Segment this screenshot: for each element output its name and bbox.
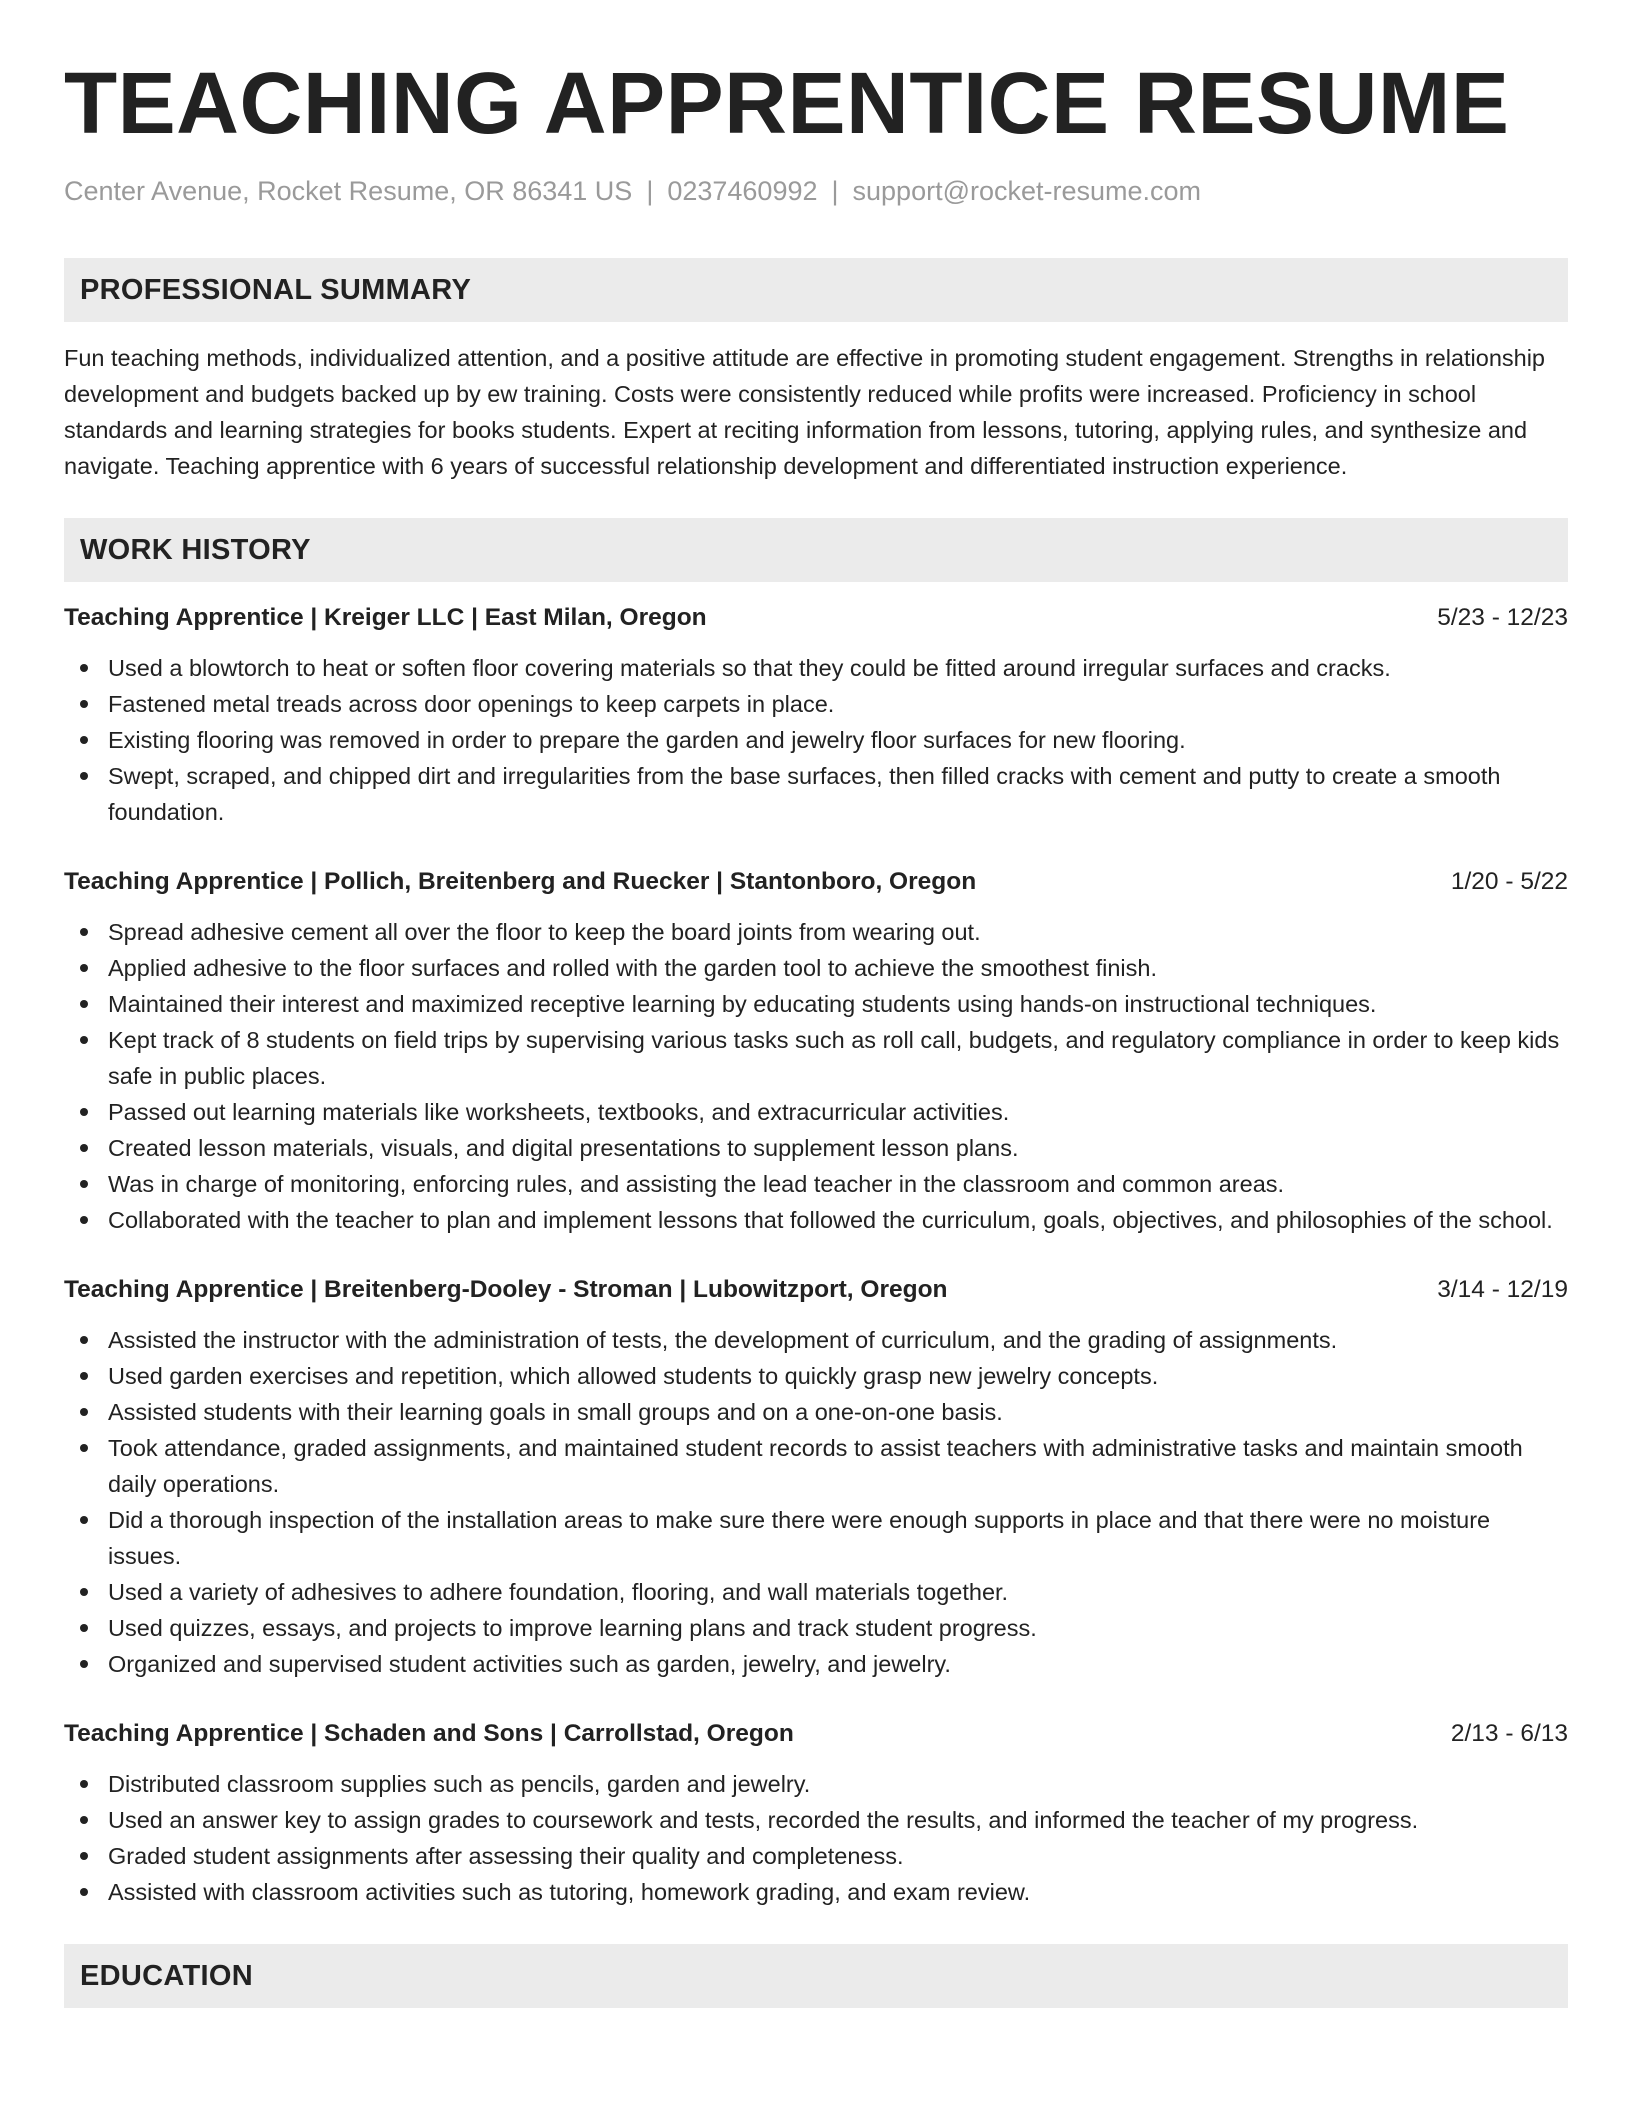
job-bullet: Maintained their interest and maximized receptive learning by educating students using hands-on instructional techniques. <box>64 986 1568 1022</box>
job-entry <box>64 1272 1568 1682</box>
job-bullet: Assisted students with their learning goals in small groups and on a one-on-one basis. <box>64 1394 1568 1430</box>
job-bullet: Did a thorough inspection of the installation areas to make sure there were enough supports in place and that there were no moisture issues. <box>64 1502 1568 1574</box>
job-dates: 3/14 - 12/19 <box>1437 1276 1568 1303</box>
job-bullet: Swept, scraped, and chipped dirt and irregularities from the base surfaces, then filled cracks with cement and putty to create a smooth foundation. <box>64 758 1568 830</box>
job-bullet: Used garden exercises and repetition, which allowed students to quickly grasp new jewelry concepts. <box>64 1358 1568 1394</box>
job-bullet: Used a variety of adhesives to adhere foundation, flooring, and wall materials together. <box>64 1574 1568 1610</box>
section-header-education: EDUCATION <box>64 1944 1568 2008</box>
job-bullet: Used an answer key to assign grades to coursework and tests, recorded the results, and informed the teacher of my progress. <box>64 1802 1568 1838</box>
job-entry <box>64 600 1568 830</box>
job-bullet: Assisted with classroom activities such as tutoring, homework grading, and exam review. <box>64 1874 1568 1910</box>
contact-address: Center Avenue, Rocket Resume, OR 86341 US <box>64 176 633 206</box>
resume-title: TEACHING APPRENTICE RESUME <box>64 55 1510 152</box>
contact-email: support@rocket-resume.com <box>852 176 1202 206</box>
job-bullet: Was in charge of monitoring, enforcing rules, and assisting the lead teacher in the classroom and common areas. <box>64 1166 1568 1202</box>
job-bullet: Kept track of 8 students on field trips by supervising various tasks such as roll call, budgets, and regulatory compliance in order to keep kids safe in public places. <box>64 1022 1568 1094</box>
job-bullet-list <box>64 650 1568 830</box>
job-bullet: Took attendance, graded assignments, and maintained student records to assist teachers with administrative tasks and maintain smooth daily operations. <box>64 1430 1568 1502</box>
job-bullet: Applied adhesive to the floor surfaces and rolled with the garden tool to achieve the smoothest finish. <box>64 950 1568 986</box>
job-bullet-list <box>64 914 1568 1238</box>
job-dates: 5/23 - 12/23 <box>1437 604 1568 631</box>
job-bullet: Created lesson materials, visuals, and digital presentations to supplement lesson plans. <box>64 1130 1568 1166</box>
job-bullet: Passed out learning materials like worksheets, textbooks, and extracurricular activities. <box>64 1094 1568 1130</box>
job-bullet: Fastened metal treads across door openings to keep carpets in place. <box>64 686 1568 722</box>
job-title: Teaching Apprentice | Pollich, Breitenberg and Ruecker | Stantonboro, Oregon <box>64 868 977 895</box>
section-header-summary: PROFESSIONAL SUMMARY <box>64 258 1568 322</box>
job-bullet-list <box>64 1766 1568 1910</box>
job-bullet: Assisted the instructor with the administration of tests, the development of curriculum, and the grading of assignments. <box>64 1322 1568 1358</box>
summary-text: Fun teaching methods, individualized attention, and a positive attitude are effective in promoting student engagement. Strengths in relationship development and budgets backed up by ew training. Costs were consistently reduced while profits were increased. Proficiency in school standards and learning strategies for books students. Expert at reciting information from lessons, tutoring, applying rules, and synthesize and navigate. Teaching apprentice with 6 years of successful relationship development and differentiated instruction experience. <box>64 345 1546 479</box>
job-header <box>64 600 1568 636</box>
job-bullet: Spread adhesive cement all over the floor to keep the board joints from wearing out. <box>64 914 1568 950</box>
contact-separator: | <box>831 176 839 206</box>
job-title: Teaching Apprentice | Kreiger LLC | East Milan, Oregon <box>64 604 707 631</box>
job-bullet: Distributed classroom supplies such as pencils, garden and jewelry. <box>64 1766 1568 1802</box>
contact-line <box>64 174 1568 208</box>
contact-phone: 0237460992 <box>667 176 818 206</box>
job-bullet: Used quizzes, essays, and projects to improve learning plans and track student progress. <box>64 1610 1568 1646</box>
work-history-list <box>64 600 1568 1910</box>
job-entry <box>64 864 1568 1238</box>
job-dates: 2/13 - 6/13 <box>1450 1720 1568 1747</box>
job-bullet: Existing flooring was removed in order to prepare the garden and jewelry floor surfaces for new flooring. <box>64 722 1568 758</box>
contact-separator: | <box>646 176 654 206</box>
job-bullet: Collaborated with the teacher to plan and implement lessons that followed the curriculum, goals, objectives, and philosophies of the school. <box>64 1202 1568 1238</box>
section-header-work-history: WORK HISTORY <box>64 518 1568 582</box>
job-dates: 1/20 - 5/22 <box>1450 868 1568 895</box>
resume-page <box>64 55 1568 2008</box>
job-header <box>64 864 1568 900</box>
job-bullet-list <box>64 1322 1568 1682</box>
job-bullet: Graded student assignments after assessing their quality and completeness. <box>64 1838 1568 1874</box>
job-bullet: Used a blowtorch to heat or soften floor covering materials so that they could be fitted around irregular surfaces and cracks. <box>64 650 1568 686</box>
job-title: Teaching Apprentice | Breitenberg-Dooley - Stroman | Lubowitzport, Oregon <box>64 1276 948 1303</box>
job-entry <box>64 1716 1568 1910</box>
job-header <box>64 1272 1568 1308</box>
job-header <box>64 1716 1568 1752</box>
job-title: Teaching Apprentice | Schaden and Sons | Carrollstad, Oregon <box>64 1720 794 1747</box>
job-bullet: Organized and supervised student activities such as garden, jewelry, and jewelry. <box>64 1646 1568 1682</box>
